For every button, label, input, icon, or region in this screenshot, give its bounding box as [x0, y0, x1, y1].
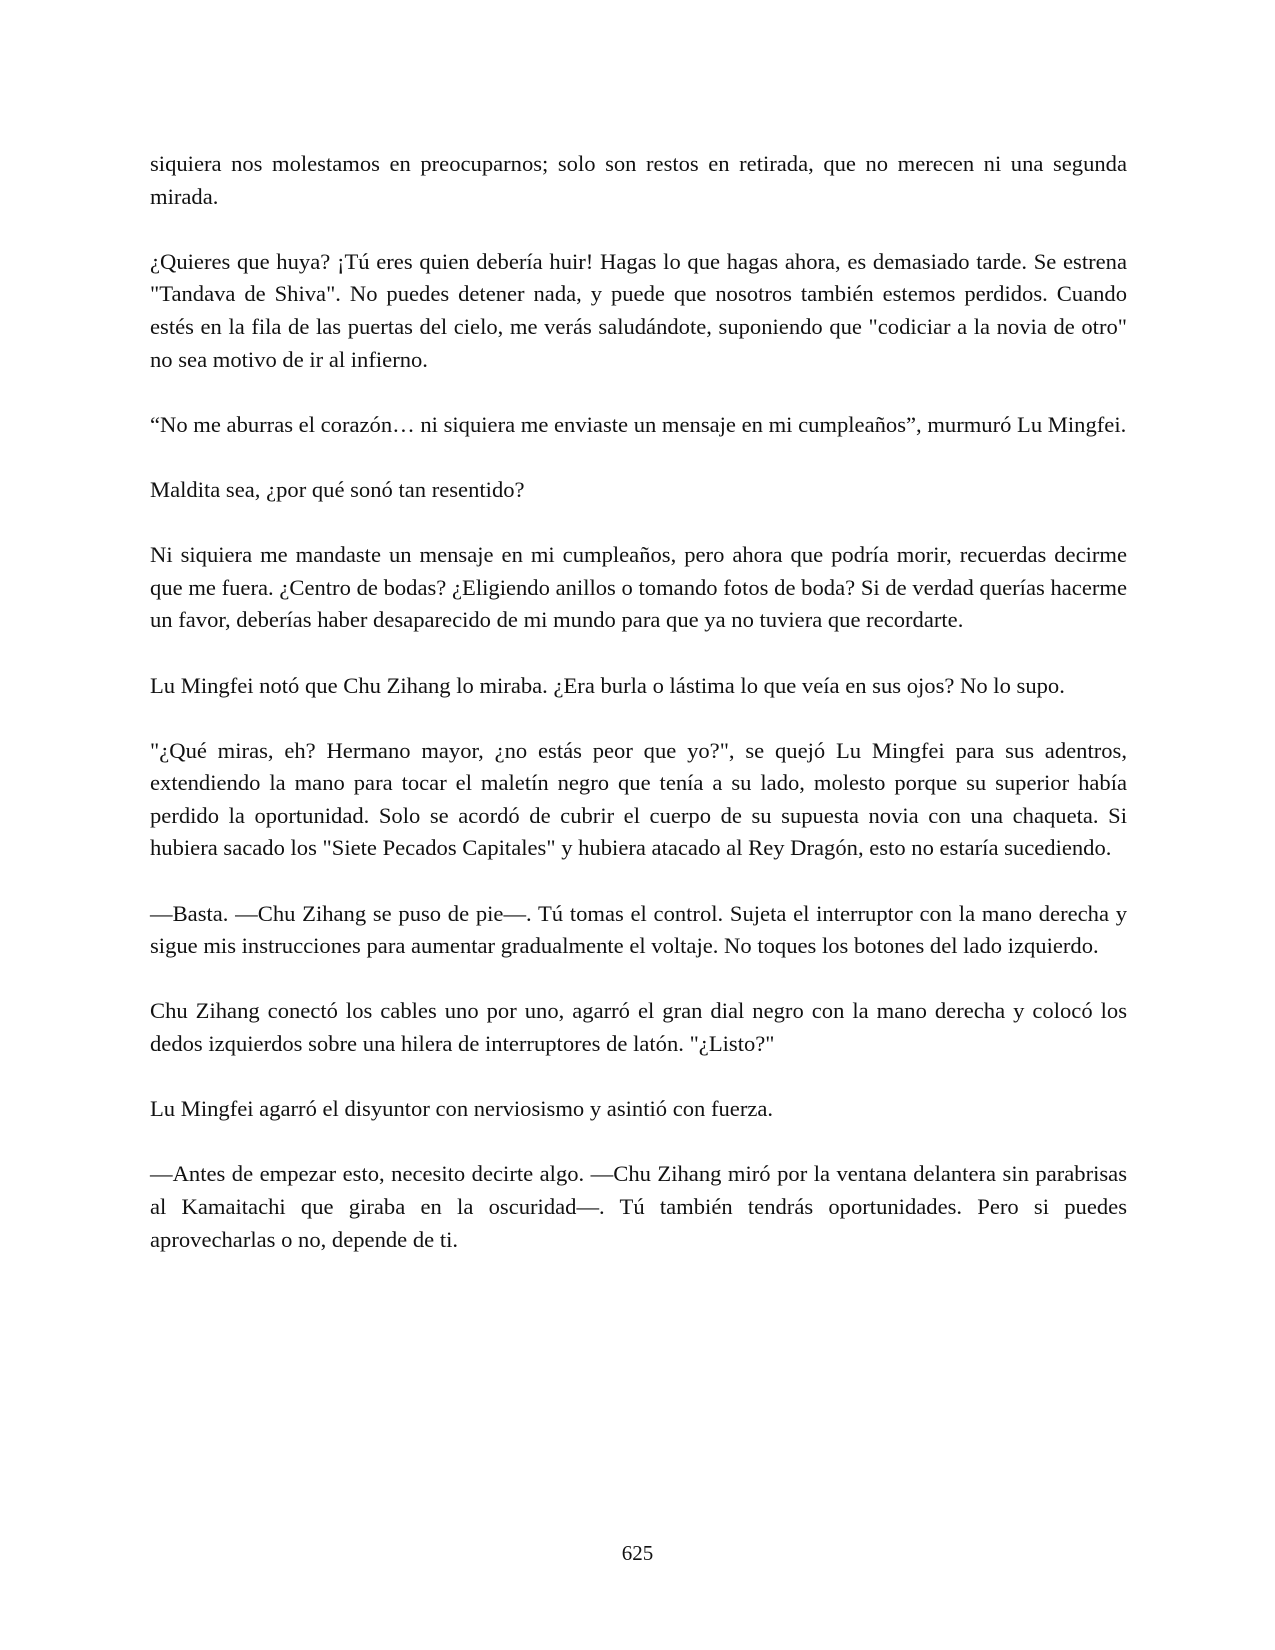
paragraph: "¿Qué miras, eh? Hermano mayor, ¿no estás peor que yo?", se quejó Lu Mingfei para sus adentros, extendiendo la mano para tocar el maletín negro que tenía a su lado, molesto porque su superior había perdido la oportunidad. Solo se acordó de cubrir el cuerpo de su supuesta novia con una chaqueta. Si hubiera sacado los "Siete Pecados Capitales" y hubiera atacado al Rey Dragón, esto no estaría sucediendo. — [150, 737, 1127, 861]
paragraph: siquiera nos molestamos en preocuparnos; solo son restos en retirada, que no merecen ni una segunda mirada. — [150, 151, 1127, 209]
paragraph: Lu Mingfei notó que Chu Zihang lo miraba. ¿Era burla o lástima lo que veía en sus ojos? No lo supo. — [150, 672, 1065, 698]
paragraph: “No me aburras el corazón… ni siquiera me enviaste un mensaje en mi cumpleaños”, murmuró Lu Mingfei. — [150, 411, 1127, 437]
paragraph: ¿Quieres que huya? ¡Tú eres quien debería huir! Hagas lo que hagas ahora, es demasiado tarde. Se estrena "Tandava de Shiva". No puedes detener nada, y puede que nosotros también estemos perdidos. Cuando estés en la fila de las puertas del cielo, me verás saludándote, suponiendo que "codiciar a la novia de otro" no sea motivo de ir al infierno. — [150, 248, 1127, 372]
paragraph: Ni siquiera me mandaste un mensaje en mi cumpleaños, pero ahora que podría morir, recuerdas decirme que me fuera. ¿Centro de bodas? ¿Eligiendo anillos o tomando fotos de boda? Si de verdad querías hacerme un favor, deberías haber desaparecido de mi mundo para que ya no tuviera que recordarte. — [150, 542, 1127, 633]
page-number: 625 — [621, 1541, 654, 1565]
paragraph: Lu Mingfei agarró el disyuntor con nerviosismo y asintió con fuerza. — [150, 1096, 774, 1122]
paragraph: Chu Zihang conectó los cables uno por uno, agarró el gran dial negro con la mano derecha y colocó los dedos izquierdos sobre una hilera de interruptores de latón. "¿Listo?" — [150, 998, 1127, 1057]
paragraph: —Antes de empezar esto, necesito decirte algo. —Chu Zihang miró por la ventana delantera sin parabrisas al Kamaitachi que giraba en la oscuridad—. Tú también tendrás oportunidades. Pero si puedes aprovecharlas o no, depende de ti. — [150, 1161, 1127, 1252]
paragraph: Maldita sea, ¿por qué sonó tan resentido? — [150, 476, 525, 502]
paragraph: —Basta. —Chu Zihang se puso de pie—. Tú tomas el control. Sujeta el interruptor con la mano derecha y sigue mis instrucciones para aumentar gradualmente el voltaje. No toques los botones del lado izquierdo. — [150, 900, 1127, 959]
body-text — [150, 148, 1127, 1289]
